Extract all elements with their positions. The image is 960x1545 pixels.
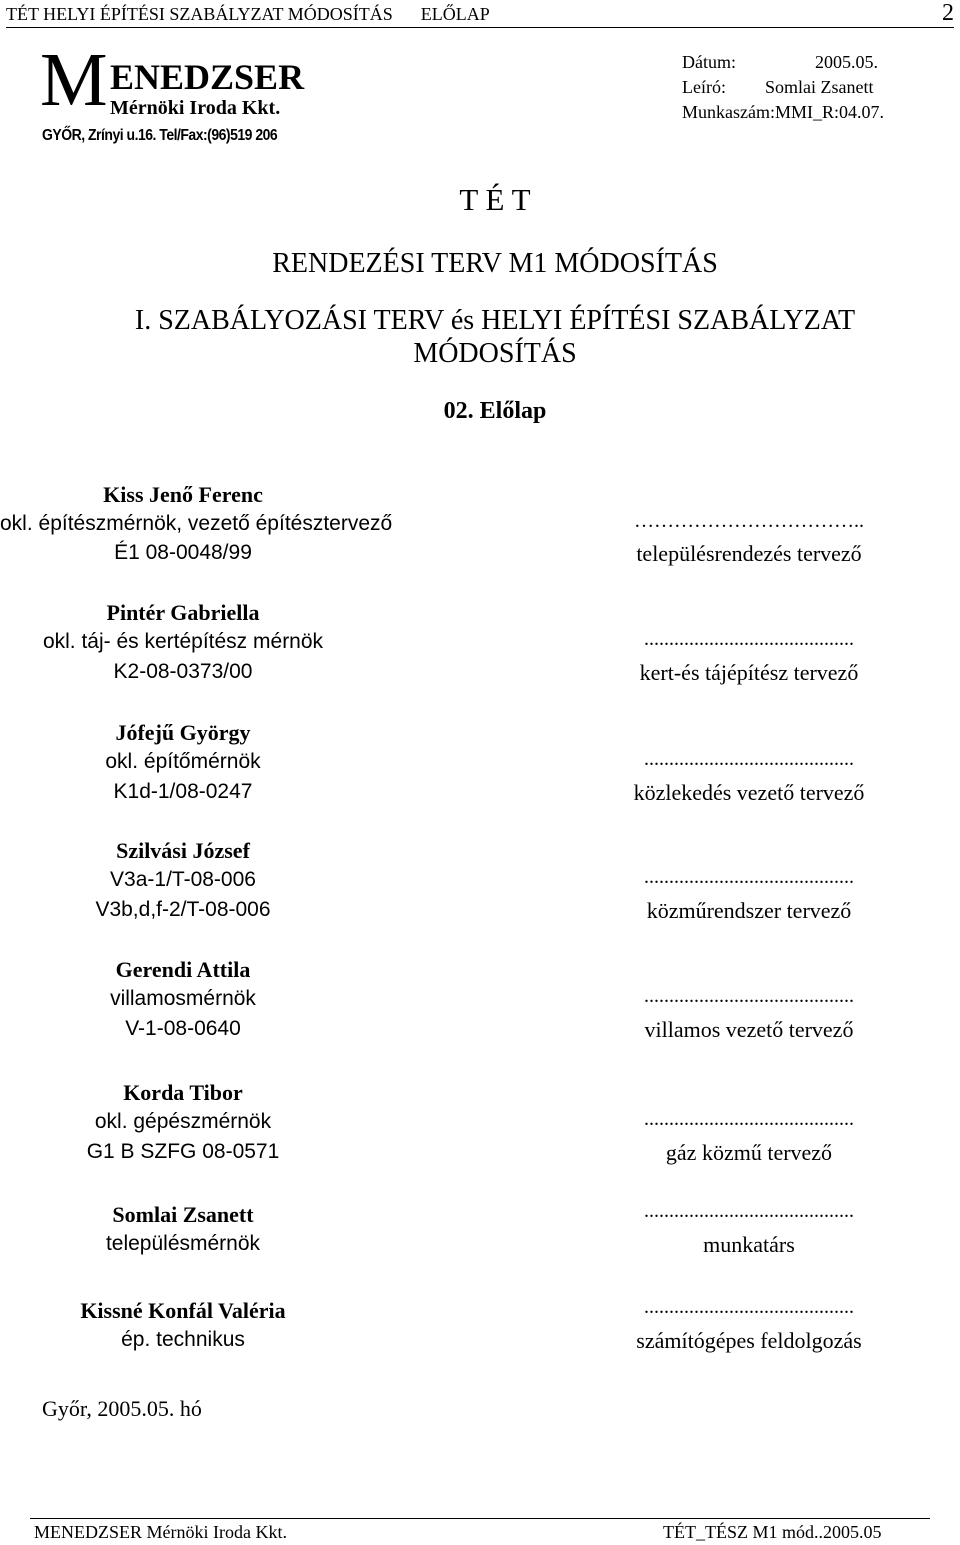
person-role: közlekedés vezető tervező [633, 780, 865, 805]
place-date: Győr, 2005.05. hó [42, 1396, 202, 1421]
person-detail: okl. táj- és kertépítész mérnök [42, 630, 324, 653]
logo-address: GYŐR, Zrínyi u.16. Tel/Fax:(96)519 206 [42, 125, 278, 144]
person-detail: ép. technikus [121, 1328, 245, 1351]
author-label: Leíró: [682, 77, 726, 97]
document-heading-line1: I. SZABÁLYOZÁSI TERV és HELYI ÉPÍTÉSI SZABÁLYZAT [134, 305, 856, 336]
date-value: 2005.05. [815, 52, 878, 72]
person-detail: V-1-08-0640 [125, 1017, 241, 1040]
page-heading: 02. Előlap [443, 398, 547, 424]
person-role: településrendezés tervező [636, 541, 862, 566]
signature-line: .......................................... [644, 1200, 854, 1222]
person-detail: okl. építészmérnök, vezető építésztervező [0, 512, 393, 535]
person-detail: É1 08-0048/99 [114, 541, 252, 564]
document-heading-line2: MÓDOSÍTÁS [413, 338, 577, 369]
person-detail: villamosmérnök [110, 987, 256, 1010]
signature-line: .......................................... [644, 1108, 854, 1130]
logo-name: ENEDZSER [110, 57, 305, 97]
person-detail: K2-08-0373/00 [113, 660, 253, 683]
person-detail: okl. gépészmérnök [94, 1110, 272, 1133]
person-name: Korda Tibor [123, 1080, 243, 1105]
signature-line: .......................................... [644, 1296, 854, 1318]
page-number: 2 [942, 0, 954, 26]
person-name: Kiss Jenő Ferenc [103, 482, 263, 507]
person-role: kert-és tájépítész tervező [639, 660, 859, 685]
running-section: ELŐLAP [420, 4, 490, 24]
logo-subtitle: Mérnöki Iroda Kkt. [110, 97, 281, 119]
footer-document-id: TÉT_TÉSZ M1 mód..2005.05 [663, 1522, 882, 1542]
author-value: Somlai Zsanett [765, 77, 874, 97]
person-name: Gerendi Attila [115, 957, 251, 982]
footer-company: MENEDZSER Mérnöki Iroda Kkt. [34, 1522, 287, 1542]
header-rule [6, 27, 954, 28]
person-role: számítógépes feldolgozás [636, 1328, 862, 1353]
person-role: munkatárs [703, 1232, 795, 1257]
date-label: Dátum: [682, 52, 736, 72]
logo-initial: M [40, 38, 108, 122]
running-title: TÉT HELYI ÉPÍTÉSI SZABÁLYZAT MÓDOSÍTÁS [6, 4, 393, 24]
signature-line: .......................................... [644, 748, 854, 770]
person-role: közműrendszer tervező [646, 898, 852, 923]
signature-line: …………………………….. [634, 510, 864, 532]
signature-line: .......................................... [644, 985, 854, 1007]
running-header [6, 4, 490, 25]
person-detail: G1 B SZFG 08-0571 [86, 1140, 280, 1163]
person-name: Somlai Zsanett [112, 1202, 254, 1227]
person-name: Kissné Konfál Valéria [80, 1298, 286, 1323]
person-detail: K1d-1/08-0247 [113, 780, 253, 803]
person-role: villamos vezető tervező [644, 1017, 854, 1042]
signature-line: .......................................... [644, 866, 854, 888]
person-detail: okl. építőmérnök [105, 750, 261, 773]
person-name: Jófejű György [115, 720, 251, 745]
job-number: Munkaszám:MMI_R:04.07. [682, 102, 884, 122]
person-name: Pintér Gabriella [106, 600, 260, 625]
document-title: T É T [459, 182, 531, 217]
document-subtitle: RENDEZÉSI TERV M1 MÓDOSÍTÁS [272, 248, 718, 279]
person-name: Szilvási József [116, 838, 250, 863]
person-role: gáz közmű tervező [665, 1140, 833, 1165]
footer-rule [30, 1518, 930, 1519]
person-detail: V3b,d,f-2/T-08-006 [95, 898, 271, 921]
person-detail: településmérnök [105, 1232, 261, 1255]
person-detail: V3a-1/T-08-006 [110, 868, 256, 891]
signature-line: .......................................... [644, 628, 854, 650]
